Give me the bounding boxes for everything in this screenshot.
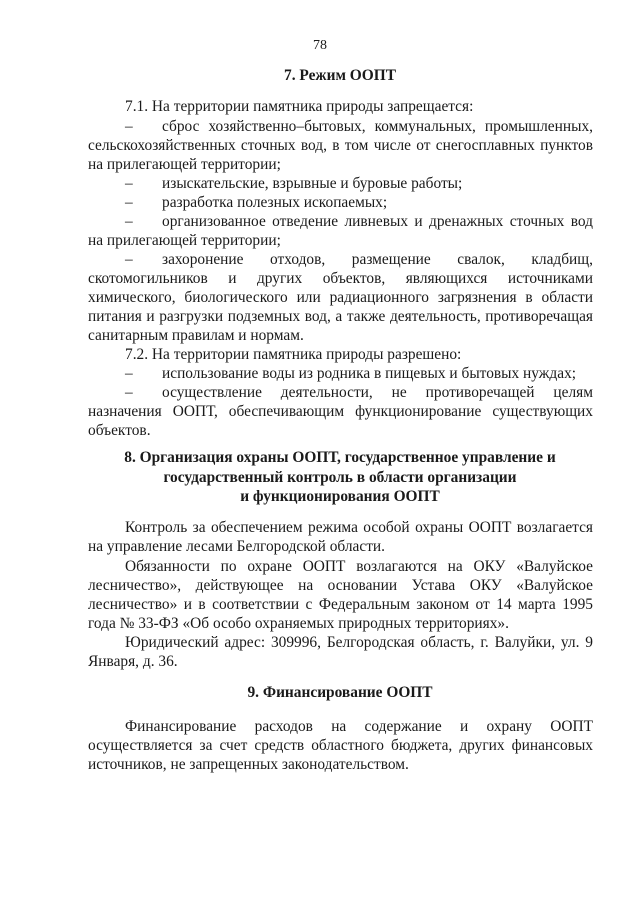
section-7-heading: 7. Режим ООПТ (284, 67, 396, 84)
paragraph: Контроль за обеспечением режима особой охраны ООПТ возлагается на управление лесами Белгородской области. (88, 519, 593, 555)
dash-marker: – (125, 213, 133, 230)
dash-marker: – (125, 118, 133, 135)
list-item (88, 250, 593, 345)
list-item-text: захоронение отходов, размещение свалок, кладбищ, скотомогильников и других объектов, являющихся источниками химического, биологического или радиационного загрязнения в области питания и разгрузки подземных вод, а также деятельность, противоречащая санитарным правилам и нормам. (88, 251, 593, 344)
list-item-text: осуществление деятельности, не противоречащей целям назначения ООПТ, обеспечивающим функционирование существующих объектов. (88, 384, 593, 439)
list-item (88, 174, 593, 193)
list-item (88, 193, 593, 212)
dash-marker: – (125, 365, 133, 382)
section-8-heading (80, 448, 600, 507)
paragraph: Обязанности по охране ООПТ возлагаются на ОКУ «Валуйское лесничество», действующее на основании Устава ОКУ «Валуйское лесничество» и в соответствии с Федеральным законом от 14 марта 1995 года № 33-ФЗ «Об особо охраняемых природных территориях». (88, 558, 593, 632)
list-item-text: разработка полезных ископаемых; (162, 194, 388, 211)
paragraph: Финансирование расходов на содержание и охрану ООПТ осуществляется за счет средств областного бюджета, других финансовых источников, не запрещенных законодательством. (88, 718, 593, 773)
list-item-text: изыскательские, взрывные и буровые работы; (162, 175, 463, 192)
section-8-heading-line: 8. Организация охраны ООПТ, государственное управление и (124, 449, 556, 466)
section-7-2-intro: 7.2. На территории памятника природы разрешено: (125, 346, 462, 363)
dash-marker: – (125, 194, 133, 211)
section-8-heading-line: государственный контроль в области организации (163, 468, 517, 486)
dash-marker: – (125, 175, 133, 192)
list-item (88, 117, 593, 174)
dash-marker: – (125, 251, 133, 268)
list-item (88, 364, 593, 383)
section-9-heading: 9. Финансирование ООПТ (247, 684, 433, 701)
dash-marker: – (125, 384, 133, 401)
list-item (88, 212, 593, 250)
list-item-text: организованное отведение ливневых и дренажных сточных вод на прилегающей территории; (88, 213, 593, 249)
section-7-1-intro: 7.1. На территории памятника природы запрещается: (125, 98, 474, 115)
list-item (88, 383, 593, 440)
page-number: 78 (313, 38, 327, 53)
paragraph: Юридический адрес: 309996, Белгородская область, г. Валуйки, ул. 9 Января, д. 36. (88, 634, 593, 670)
list-item-text: сброс хозяйственно–бытовых, коммунальных, промышленных, сельскохозяйственных сточных вод, в том числе от снегосплавных пунктов на прилегающей территории; (88, 118, 593, 173)
list-item-text: использование воды из родника в пищевых и бытовых нуждах; (162, 365, 577, 382)
section-8-heading-line: и функционирования ООПТ (240, 488, 440, 505)
